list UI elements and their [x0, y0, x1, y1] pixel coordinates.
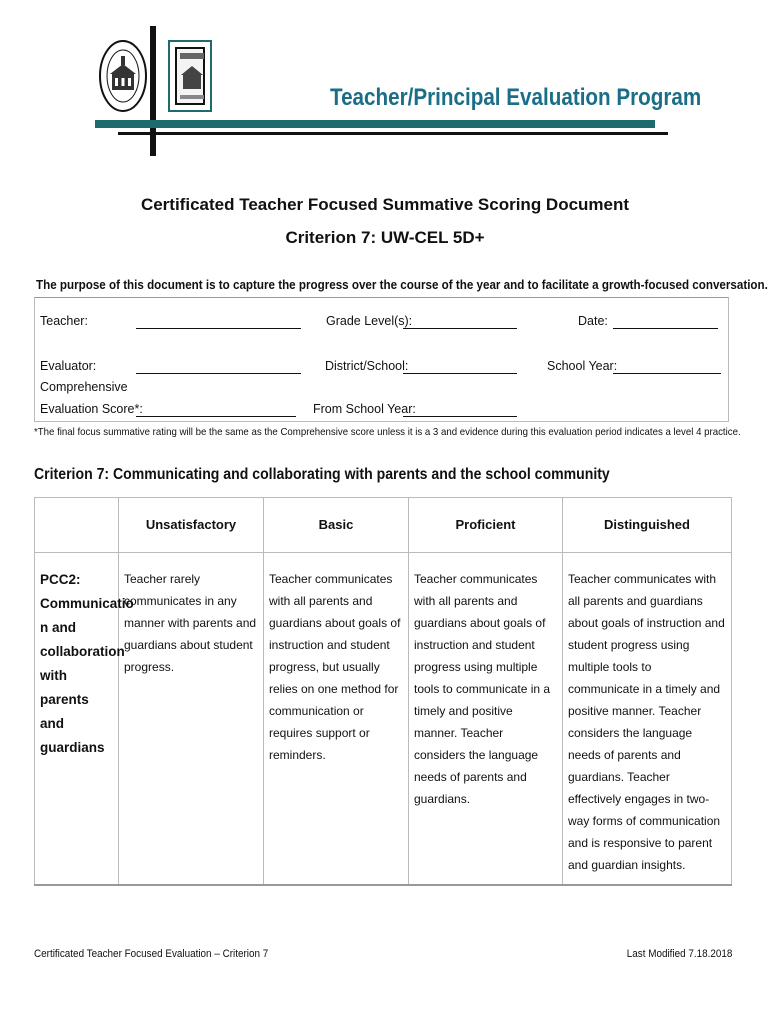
footer-right: Last Modified 7.18.2018 — [626, 948, 732, 960]
program-logo — [168, 40, 212, 112]
rubric-table — [34, 497, 732, 886]
document-title: Certificated Teacher Focused Summative Scoring Document — [140, 195, 630, 214]
header-teal-bar — [95, 120, 655, 128]
evaluator-label: Evaluator: — [40, 359, 97, 373]
document-subtitle: Criterion 7: UW-CEL 5D+ — [285, 228, 485, 247]
evaluator-field[interactable] — [136, 373, 301, 374]
rubric-header-blank — [35, 498, 119, 553]
evaluation-score-field[interactable] — [136, 416, 296, 417]
row-label-line: and guardians — [40, 716, 105, 755]
row-label-line: n and — [40, 620, 76, 635]
rubric-row-label — [35, 553, 134, 886]
school-year-label: School Year: — [547, 359, 618, 373]
comprehensive-label: Comprehensive — [40, 380, 128, 394]
rubric-row-pcc2 — [35, 553, 732, 886]
rubric-header-distinguished: Distinguished — [563, 498, 732, 553]
grade-level-label: Grade Level(s): — [326, 314, 413, 328]
purpose-statement: The purpose of this document is to capture the progress over the course of the year and to facilitate a growth-focused conversation. — [36, 278, 768, 292]
teacher-label: Teacher: — [40, 314, 88, 328]
footnote: *The final focus summative rating will be the same as the Comprehensive score unless it is a 3 and evidence during this evaluation period indicates a level 4 practice. — [34, 426, 741, 438]
district-school-field[interactable] — [403, 373, 517, 374]
row-label-line: collaboration — [40, 644, 125, 659]
rubric-cell-distinguished: Teacher communicates with all parents and guardians about goals of instruction and student progress using multiple tools to communicate in a timely and positive manner. Teacher considers the language needs of parents and guardians. Teacher effectively engages in two-way forms of communication and is responsive to parent and guardian insights. — [563, 553, 732, 886]
school-year-field[interactable] — [613, 373, 721, 374]
rubric-cell-basic: Teacher communicates with all parents and guardians about goals of instruction and student progress, but usually relies on one method for communication or requires support or reminders. — [264, 553, 409, 886]
rubric-header-row — [35, 498, 732, 553]
grade-level-field[interactable] — [403, 328, 517, 329]
district-seal-logo — [98, 38, 148, 114]
rubric-cell-proficient: Teacher communicates with all parents and guardians about goals of instruction and student progress using multiple tools to communicate in a timely and positive manner. Teacher considers the language needs of parents and guardians. — [409, 553, 563, 886]
header-rule — [118, 132, 668, 135]
header-vertical-bar — [150, 26, 156, 156]
row-label-line: with parents — [40, 668, 89, 707]
teacher-field[interactable] — [136, 328, 301, 329]
from-school-year-label: From School Year: — [313, 402, 416, 416]
rubric-header-basic: Basic — [264, 498, 409, 553]
rubric-header-proficient: Proficient — [409, 498, 563, 553]
district-school-label: District/School: — [325, 359, 409, 373]
date-field[interactable] — [613, 328, 718, 329]
evaluation-score-label: Evaluation Score*: — [40, 402, 143, 416]
row-label-line: Communicatio — [40, 596, 134, 611]
program-title: Teacher/Principal Evaluation Program — [330, 84, 702, 111]
from-school-year-field[interactable] — [403, 416, 517, 417]
date-label: Date: — [578, 314, 608, 328]
footer-left: Certificated Teacher Focused Evaluation – Criterion 7 — [34, 948, 269, 960]
criterion-heading: Criterion 7: Communicating and collaborating with parents and the school community — [34, 466, 610, 483]
rubric-header-unsatisfactory: Unsatisfactory — [119, 498, 264, 553]
rubric-cell-unsatisfactory: Teacher rarely communicates in any manner with parents and guardians about student progress. — [119, 553, 264, 886]
row-label-line: PCC2: — [40, 572, 81, 587]
